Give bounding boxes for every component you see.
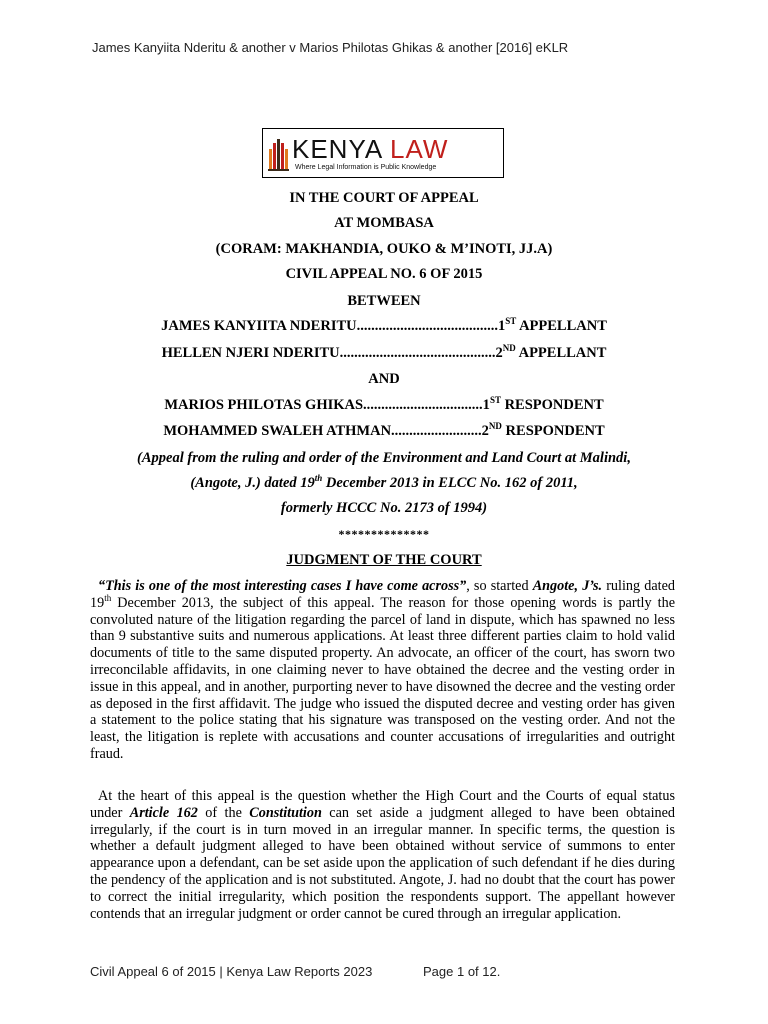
party-first-respondent: MARIOS PHILOTAS GHIKAS.................................1ST RESPONDENT	[164, 395, 604, 413]
party-first-appellant: JAMES KANYIITA NDERITU.......................................1ST APPELLANT	[161, 316, 607, 334]
party-second-appellant: HELLEN NJERI NDERITU...........................................2ND APPELLANT	[161, 343, 607, 361]
page-number: Page 1 of 12.	[423, 964, 501, 979]
logo-wordmark: KENYA LAW	[292, 133, 449, 164]
and-label: AND	[368, 371, 400, 387]
appeal-from-line-2: (Angote, J.) dated 19th December 2013 in ELCC No. 162 of 2011,	[190, 473, 578, 491]
appeal-from-line-1: (Appeal from the ruling and order of the Environment and Land Court at Malindi,	[137, 450, 631, 466]
paragraph-1: “This is one of the most interesting cases I have come across”, so started Angote, J’s. ruling dated 19th December 2013, the subject of this appeal. The reason for those opening words is partly the convoluted nature of the litigation regarding the parcel of land in dispute, which has spawned no less than 9 substantive suits and numerous applications. At least three different parties claim to hold valid documents of title to the same disputed property. An advocate, an officer of the court, has sworn two irreconcilable affidavits, in one claiming never to have obtained the decree and the vesting order in issue in this appeal, and in another, purporting never to have disowned the decree and the vesting order as deposed in the first affidavit. The judge who issued the disputed decree and vesting order has given a statement to the police stating that his signature was transposed on the vesting order. And not the least, the litigation is replete with accusations and counter accusations of irregularities and outright fraud.	[90, 578, 675, 762]
case-number: CIVIL APPEAL NO. 6 OF 2015	[285, 266, 483, 282]
judgment-title: JUDGMENT OF THE COURT	[286, 552, 482, 568]
kenya-law-emblem-icon	[268, 135, 290, 171]
page-footer	[90, 964, 501, 979]
paragraph-2: At the heart of this appeal is the question whether the High Court and the Courts of equal status under Article 162 of the Constitution can set aside a judgment alleged to have been obtained irregularly, if the court is in turn moved in an irregular manner. In specific terms, the question is whether a default judgment alleged to have been obtained without service of summons to enter appearance upon a defendant, can be set aside upon the application of such defendant if he dies during the pendency of the application and is not substituted. Angote, J. had no doubt that the court has power to correct the initial irregularity, which position the respondents support. The appellant however contends that an irregular judgment or order cannot be cured through an irregular application.	[90, 788, 676, 922]
separator: **************	[338, 527, 430, 541]
kenya-law-logo	[262, 128, 504, 178]
footer-citation: Civil Appeal 6 of 2015 | Kenya Law Reports 2023	[90, 964, 373, 979]
coram: (CORAM: MAKHANDIA, OUKO & M’INOTI, JJ.A)	[215, 241, 553, 257]
court-name: IN THE COURT OF APPEAL	[289, 190, 479, 206]
appeal-from-line-3: formerly HCCC No. 2173 of 1994)	[280, 500, 488, 516]
running-header: James Kanyiita Nderitu & another v Marios Philotas Ghikas & another [2016] eKLR	[92, 40, 569, 55]
court-location: AT MOMBASA	[334, 215, 434, 231]
between-label: BETWEEN	[347, 293, 421, 309]
logo-tagline: Where Legal Information is Public Knowledge	[295, 163, 437, 171]
party-second-respondent: MOHAMMED SWALEH ATHMAN.........................2ND RESPONDENT	[163, 421, 605, 439]
